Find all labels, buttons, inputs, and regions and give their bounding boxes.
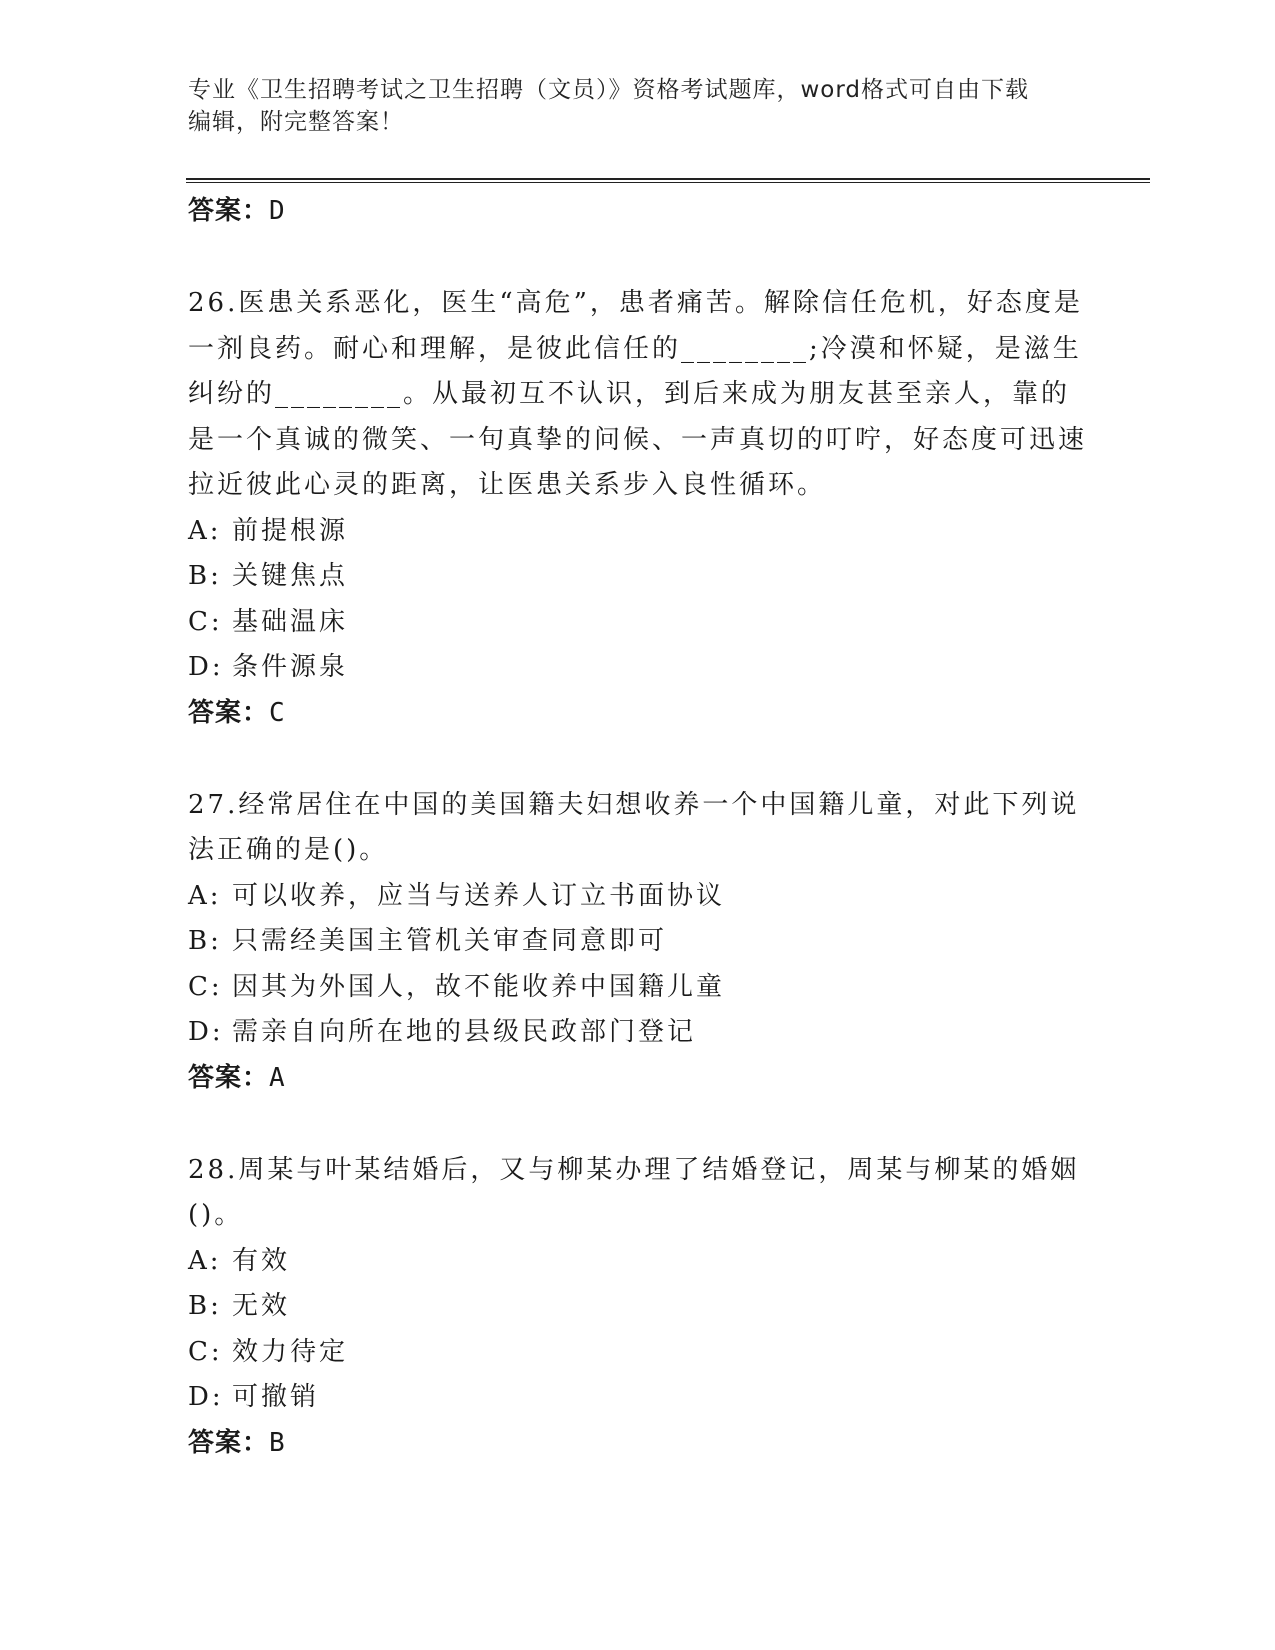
answer-value: C — [269, 697, 286, 728]
answer-value: A — [269, 1062, 286, 1093]
option-b — [188, 554, 1088, 600]
header-divider-thin — [186, 182, 1150, 183]
question-26 — [188, 281, 1088, 735]
option-key: B: — [188, 1291, 222, 1321]
option-key: A: — [188, 1245, 222, 1276]
option-a — [188, 874, 1088, 920]
option-key: A: — [188, 515, 222, 546]
option-b — [188, 1284, 1088, 1330]
question-stem: 28.周某与叶某结婚后，又与柳某办理了结婚登记，周某与柳某的婚姻()。 — [188, 1154, 1080, 1230]
option-text: 前提根源 — [232, 515, 349, 546]
option-key: C: — [188, 606, 223, 637]
option-c — [188, 965, 1088, 1011]
option-key: B: — [188, 561, 222, 591]
header-line-2: 编辑，附完整答案！ — [188, 109, 404, 135]
option-d — [188, 1375, 1088, 1421]
option-d — [188, 1010, 1088, 1056]
option-text: 只需经美国主管机关审查同意即可 — [232, 926, 668, 956]
header-line-1: 专业《卫生招聘考试之卫生招聘（文员）》资格考试题库，word格式可自由下载 — [188, 77, 1030, 103]
option-key: C: — [188, 1336, 223, 1367]
answer-label: 答案： — [188, 697, 270, 728]
option-c — [188, 1330, 1088, 1376]
option-text: 因其为外国人，故不能收养中国籍儿童 — [232, 971, 726, 1002]
question-list — [188, 189, 1088, 1465]
option-c — [188, 600, 1088, 646]
option-text: 效力待定 — [232, 1336, 349, 1367]
option-text: 条件源泉 — [232, 652, 349, 682]
option-text: 无效 — [232, 1291, 291, 1321]
option-text: 有效 — [232, 1245, 291, 1276]
answer-line — [188, 1056, 1088, 1100]
option-key: A: — [188, 880, 222, 911]
answer-label: 答案： — [188, 196, 270, 226]
option-key: D: — [188, 1382, 224, 1412]
option-text: 可撤销 — [232, 1382, 320, 1412]
answer-label: 答案： — [188, 1062, 270, 1093]
option-a — [188, 509, 1088, 555]
question-27 — [188, 783, 1088, 1100]
option-d — [188, 645, 1088, 691]
answer-line — [188, 1421, 1088, 1465]
header-divider — [186, 178, 1150, 180]
answer-value: D — [269, 196, 286, 226]
answer-line-prev — [188, 189, 1088, 233]
document-header — [188, 74, 1068, 138]
option-text: 关键焦点 — [232, 561, 349, 591]
option-key: D: — [188, 652, 224, 682]
option-text: 需亲自向所在地的县级民政部门登记 — [232, 1017, 697, 1047]
option-key: D: — [188, 1017, 224, 1047]
option-key: C: — [188, 971, 223, 1002]
answer-value: B — [269, 1427, 286, 1458]
answer-line — [188, 691, 1088, 735]
option-text: 基础温床 — [232, 606, 349, 637]
option-key: B: — [188, 926, 222, 956]
option-text: 可以收养，应当与送养人订立书面协议 — [232, 880, 726, 911]
option-b — [188, 919, 1088, 965]
option-a — [188, 1239, 1088, 1285]
question-28 — [188, 1148, 1088, 1465]
question-stem: 26.医患关系恶化，医生“高危”，患者痛苦。解除信任危机，好态度是一剂良药。耐心和理解，是彼此信任的________;冷漠和怀疑，是滋生纠纷的________。从最初互不认识，到后来成为朋友甚至亲人，靠的是一个真诚的微笑、一句真挚的问候、一声真切的叮咛，好态度可迅速拉近彼此心灵的距离，让医患关系步入良性循环。 — [188, 288, 1088, 500]
answer-label: 答案： — [188, 1427, 270, 1458]
question-stem: 27.经常居住在中国的美国籍夫妇想收养一个中国籍儿童，对此下列说法正确的是()。 — [188, 789, 1080, 865]
